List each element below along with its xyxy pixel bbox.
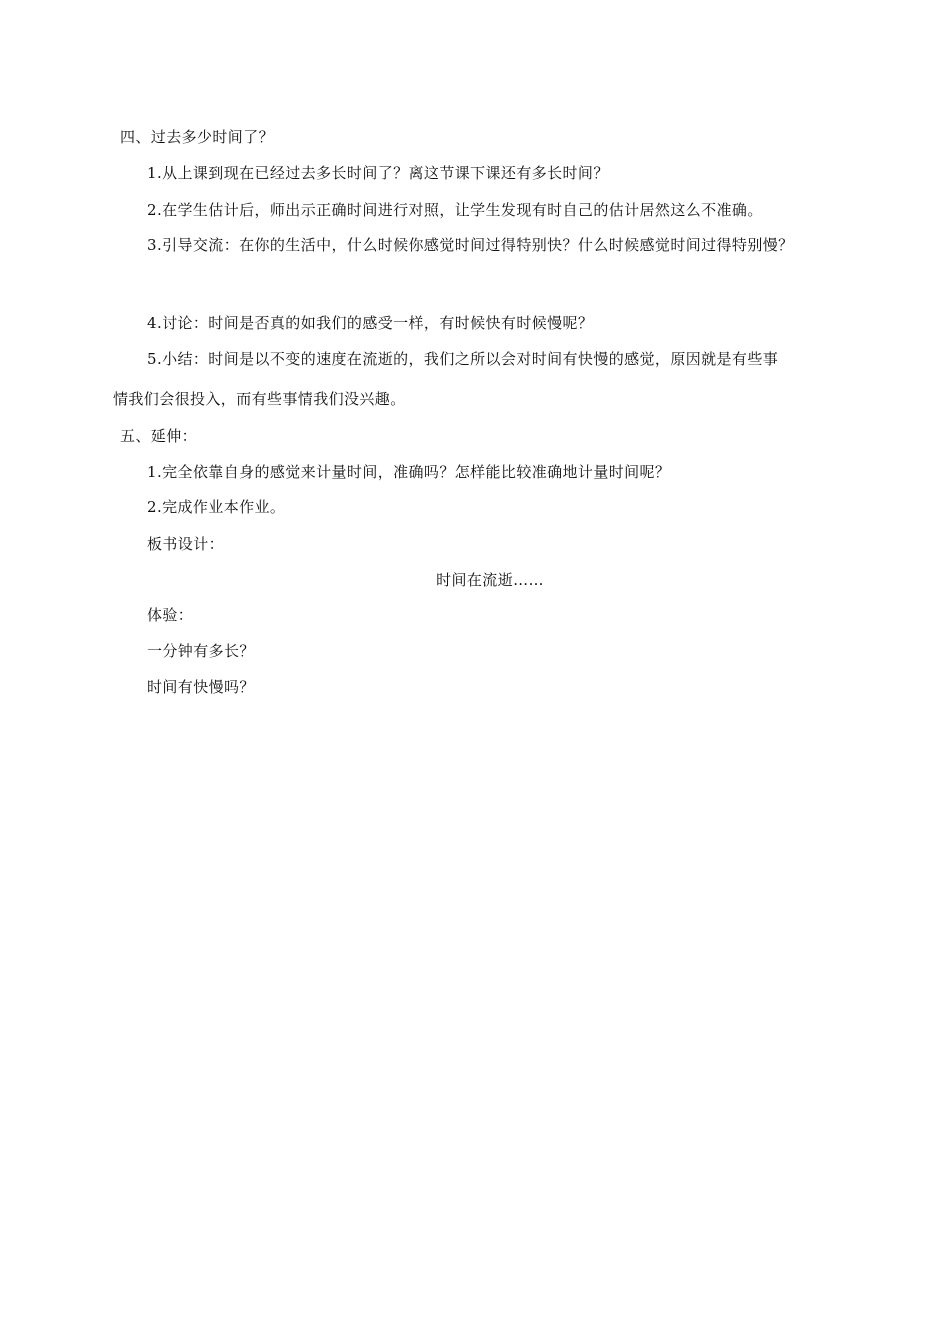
experience-label: 体验： xyxy=(147,606,194,624)
section-4-item-4: 4.讨论：时间是否真的如我们的感受一样，有时候快有时候慢呢？ xyxy=(147,314,594,332)
board-design-label: 板书设计： xyxy=(147,535,225,553)
section-4-item-5-continuation: 情我们会很投入，而有些事情我们没兴趣。 xyxy=(113,390,406,408)
section-4-item-5: 5.小结：时间是以不变的速度在流逝的，我们之所以会对时间有快慢的感觉，原因就是有些事 xyxy=(147,350,779,368)
section-4-item-2: 2.在学生估计后，师出示正确时间进行对照，让学生发现有时自己的估计居然这么不准确。 xyxy=(147,201,763,219)
section-4-item-3: 3.引导交流：在你的生活中，什么时候你感觉时间过得特别快？什么时候感觉时间过得特别慢？ xyxy=(147,236,794,254)
board-title: 时间在流逝…… xyxy=(436,571,544,589)
section-5-heading: 五、延伸： xyxy=(120,427,198,445)
board-question-2: 时间有快慢吗？ xyxy=(147,678,255,696)
board-question-1: 一分钟有多长？ xyxy=(147,642,255,660)
section-5-item-1: 1.完全依靠自身的感觉来计量时间，准确吗？怎样能比较准确地计量时间呢？ xyxy=(147,463,671,481)
section-5-item-2: 2.完成作业本作业。 xyxy=(147,498,286,516)
section-4-item-1: 1.从上课到现在已经过去多长时间了？离这节课下课还有多长时间？ xyxy=(147,164,609,182)
section-4-heading: 四、过去多少时间了？ xyxy=(120,128,275,146)
